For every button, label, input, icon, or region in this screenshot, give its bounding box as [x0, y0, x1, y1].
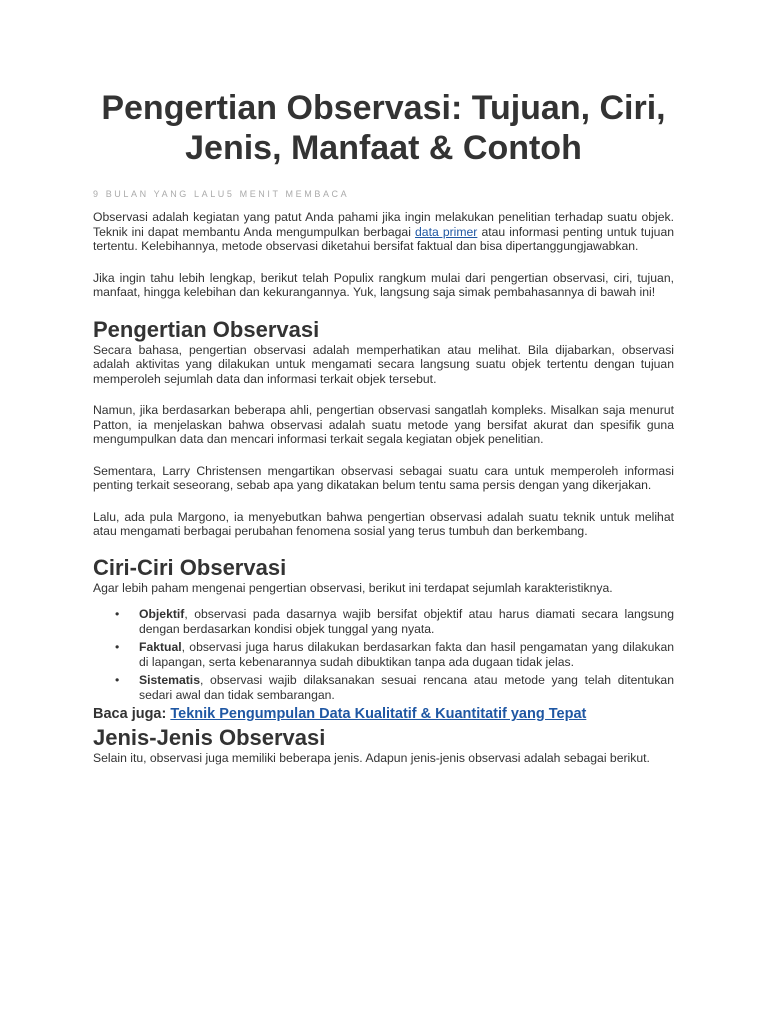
baca-juga-label: Baca juga: — [93, 706, 171, 722]
list-item — [93, 640, 674, 669]
bullet-icon: • — [115, 607, 120, 621]
baca-juga — [93, 706, 674, 723]
list-item-text: , observasi juga harus dilakukan berdasarkan fakta dan hasil pengamatan yang dilakukan di lapangan, serta kebenarannya sudah dibuktikan tanpa ada dugaan tidak jelas. — [139, 640, 674, 669]
list-item-term: Faktual — [139, 640, 182, 654]
baca-juga-link[interactable]: Teknik Pengumpulan Data Kualitatif & Kuantitatif yang Tepat — [170, 706, 587, 722]
section-heading-pengertian: Pengertian Observasi — [93, 316, 320, 342]
pengertian-paragraph-3: Sementara, Larry Christensen mengartikan observasi sebagai suatu cara untuk memperoleh informasi penting terkait seseorang, sebab apa yang dikatakan belum tentu sama persis dengan yang dikerjakan. — [93, 463, 674, 492]
intro-paragraph-1 — [93, 210, 674, 254]
intro-paragraph-2: Jika ingin tahu lebih lengkap, berikut telah Populix rangkum mulai dari pengertian observasi, ciri, tujuan, manfaat, hingga kelebihan dan kekurangannya. Yuk, langsung saja simak pembahasannya di bawah ini! — [93, 270, 674, 299]
list-item-text: , observasi pada dasarnya wajib bersifat objektif atau harus diamati secara langsung dengan berdasarkan kondisi objek tunggal yang nyata. — [139, 607, 674, 636]
pengertian-paragraph-1: Secara bahasa, pengertian observasi adalah memperhatikan atau melihat. Bila dijabarkan, observasi adalah aktivitas yang dilakukan untuk mengamati secara langsung suatu objek tertentu dengan tujuan memperoleh sejumlah data dan informasi terkait objek tersebut. — [93, 342, 674, 386]
section-heading-jenis: Jenis-Jenis Observasi — [93, 725, 326, 750]
bullet-icon: • — [115, 673, 120, 687]
ciri-list — [93, 607, 674, 702]
intro-text-before-link: Observasi adalah kegiatan yang patut Anda pahami jika ingin melakukan penelitian terhadap suatu objek. Teknik ini dapat membantu Anda mengumpulkan berbagai — [93, 210, 674, 239]
pengertian-paragraph-4: Lalu, ada pula Margono, ia menyebutkan bahwa pengertian observasi adalah suatu teknik untuk melihat atau mengamati berbagai perubahan fenomena sosial yang terus tumbuh dan berkembang. — [93, 509, 674, 538]
ciri-intro-paragraph: Agar lebih paham mengenai pengertian observasi, berikut ini terdapat sejumlah karakteristiknya. — [93, 580, 613, 595]
section-heading-ciri: Ciri-Ciri Observasi — [93, 554, 287, 580]
pengertian-paragraph-2: Namun, jika berdasarkan beberapa ahli, pengertian observasi sangatlah kompleks. Misalkan saja menurut Patton, ia menjelaskan bahwa observasi adalah suatu metode yang bersifat akurat dan spesifik guna mengumpulkan data dan mencari informasi terkait segala kegiatan objek penelitian. — [93, 403, 674, 446]
list-item — [93, 673, 674, 702]
article-title: Pengertian Observasi: Tujuan, Ciri, Jenis, Manfaat & Contoh — [101, 89, 666, 167]
intro-text-after-link: atau informasi penting untuk tujuan tertentu. Kelebihannya, metode observasi diketahui bersifat faktual dan bisa dipertanggungjawabkan. — [93, 224, 674, 253]
article — [93, 0, 674, 766]
list-item — [93, 607, 674, 636]
list-item-term: Objektif — [139, 607, 185, 621]
jenis-paragraph-1: Selain itu, observasi juga memiliki beberapa jenis. Adapun jenis-jenis observasi adalah sebagai berikut. — [93, 751, 650, 765]
list-item-text: , observasi wajib dilaksanakan sesuai rencana atau metode yang telah ditentukan sedari awal dan tidak sembarangan. — [139, 673, 674, 702]
list-item-term: Sistematis — [139, 673, 200, 687]
article-meta: 9 BULAN YANG LALU5 MENIT MEMBACA — [93, 189, 350, 199]
bullet-icon: • — [115, 640, 120, 654]
data-primer-link[interactable]: data primer — [415, 224, 478, 239]
